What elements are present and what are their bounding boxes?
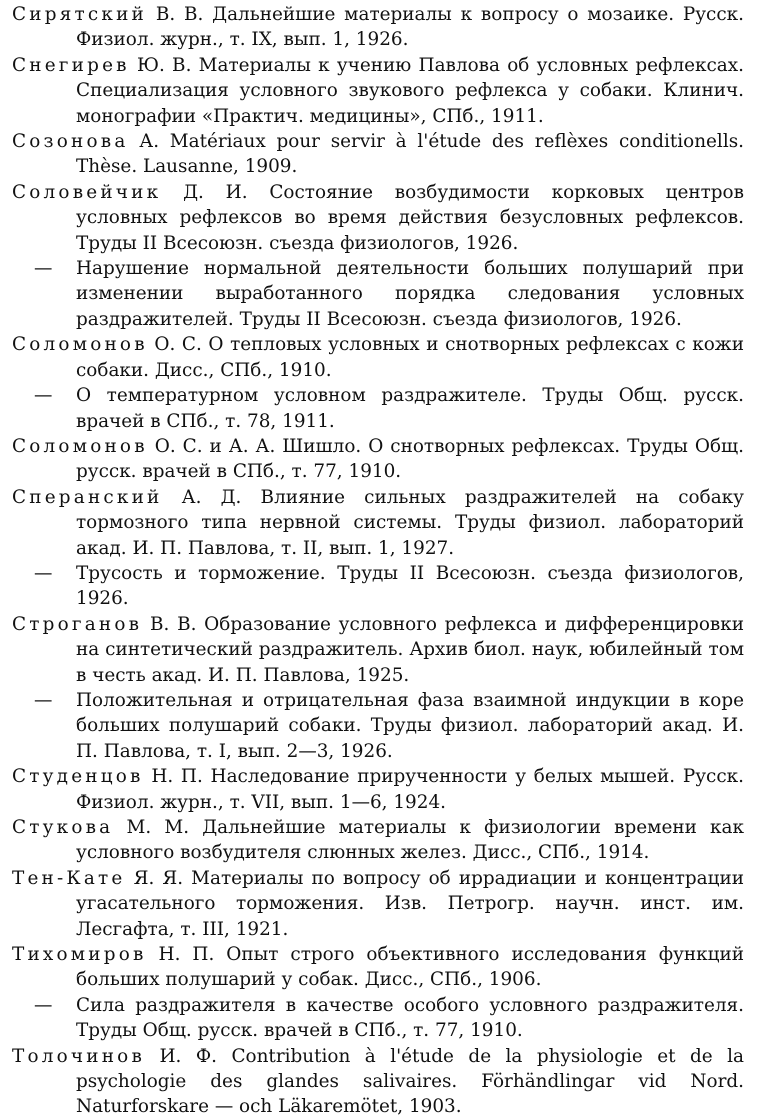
- entry-author: Сперанский: [12, 486, 163, 508]
- bibliography-entry: [12, 942, 744, 993]
- bibliography-entry: [12, 485, 744, 561]
- entry-text: Н. П. Опыт строго объективного исследования функций больших полушарий у собак. Дисс., СПб., 1906.: [76, 944, 744, 991]
- repeat-author-dash: —: [34, 562, 53, 584]
- entry-text: И. Ф. Contribution à l'étude de la physiologie et de la psychologie des glandes salivaires. Förhändlingar vid Nord. Naturforskare — och Läkaremötet, 1903.: [76, 1045, 744, 1118]
- entry-text: М. М. Дальнейшие материалы к физиологии времени как условного возбудителя слюнных желез. Дисс., СПб., 1914.: [76, 817, 744, 864]
- bibliography-entry: [12, 2, 744, 53]
- bibliography-entry-continuation: [12, 383, 744, 434]
- entry-text: О. С. и А. А. Шишло. О снотворных рефлексах. Труды Общ. русск. врачей в СПб., т. 77, 1910.: [76, 435, 744, 483]
- entry-text: О. С. О тепловых условных и снотворных рефлексах с кожи собаки. Дисс., СПб., 1910.: [76, 334, 744, 381]
- entry-author: Сирятский: [12, 4, 147, 25]
- repeat-author-dash: —: [34, 258, 53, 280]
- entry-text: Ю. В. Материалы к учению Павлова об условных рефлексах. Специализация условного звукового рефлекса у собаки. Клинич. монографии «Практич. медицины», СПб., 1911.: [76, 54, 744, 127]
- bibliography-entry: [12, 764, 744, 815]
- bibliography-entry: [12, 612, 744, 688]
- entry-text: Трусость и торможение. Труды II Всесоюзн. съезда физиологов, 1926.: [76, 562, 744, 610]
- entry-text: А. Matériaux pour servir à l'étude des reflèxes conditionells. Thèse. Lausanne, 1909.: [76, 131, 744, 178]
- entry-text: О температурном условном раздражителе. Труды Общ. русск. врачей в СПб., т. 78, 1911.: [76, 385, 744, 432]
- entry-author: Созонова: [12, 131, 129, 153]
- bibliography-entry-continuation: [12, 561, 744, 612]
- bibliography-entry: [12, 53, 744, 129]
- bibliography-entry: [12, 180, 744, 256]
- bibliography-entry: [12, 1044, 744, 1120]
- bibliography-entry: [12, 332, 744, 383]
- entry-text: В. В. Образование условного рефлекса и дифференцировки на синтетический раздражитель. Архив биол. наук, юбилейный том в честь акад. И. П. Павлова, 1925.: [76, 613, 744, 686]
- entry-text: Положительная и отрицательная фаза взаимной индукции в коре больших полушарий собаки. Труды физиол. лабораторий акад. И. П. Павлова, т. I, вып. 2—3, 1926.: [76, 689, 744, 762]
- entry-author: Тихомиров: [12, 944, 147, 966]
- bibliography-entry-continuation: [12, 993, 744, 1044]
- entry-text: Д. И. Состояние возбудимости корковых центров условных рефлексов во время действия безусловных рефлексов. Труды II Всесоюзн. съезда физиологов, 1926.: [76, 181, 744, 254]
- bibliography-entry: [12, 434, 744, 485]
- bibliography-entry: [12, 866, 744, 942]
- entry-author: Толочинов: [12, 1045, 145, 1067]
- entry-author: Стукова: [12, 817, 114, 838]
- entry-author: Тен-Кате: [12, 867, 126, 889]
- entry-author: Снегирев: [12, 54, 130, 76]
- entry-author: Строганов: [12, 613, 143, 635]
- repeat-author-dash: —: [34, 994, 53, 1016]
- bibliography-entry-continuation: [12, 688, 744, 764]
- bibliography-entry: [12, 815, 744, 866]
- entry-text: Я. Я. Материалы по вопросу об иррадиации и концентрации угасательного торможения. Изв. Петрогр. научн. инст. им. Лесгафта, т. III, 1921.: [76, 867, 744, 940]
- entry-text: Сила раздражителя в качестве особого условного раздражителя. Труды Общ. русск. врачей в СПб., т. 77, 1910.: [76, 994, 744, 1042]
- bibliography-entry-continuation: [12, 256, 744, 332]
- entry-text: А. Д. Влияние сильных раздражителей на собаку тормозного типа нервной системы. Труды физиол. лабораторий акад. И. П. Павлова, т. II, вып. 1, 1927.: [76, 486, 744, 559]
- entry-author: Соломонов: [12, 435, 148, 457]
- entry-author: Соловейчик: [12, 181, 162, 203]
- entry-author: Студенцов: [12, 766, 144, 788]
- entry-text: В. В. Дальнейшие материалы к вопросу о мозаике. Русск. Физиол. журн., т. IX, вып. 1, 1926.: [76, 4, 745, 51]
- bibliography-entry: [12, 129, 744, 180]
- entry-author: Соломонов: [12, 334, 148, 356]
- entry-text: Нарушение нормальной деятельности больших полушарий при изменении выработанного порядка следования условных раздражителей. Труды II Всесоюзн. съезда физиологов, 1926.: [76, 258, 744, 330]
- repeat-author-dash: —: [34, 385, 53, 407]
- repeat-author-dash: —: [34, 689, 53, 711]
- entry-text: Н. П. Наследование прирученности у белых мышей. Русск. Физиол. журн., т. VII, вып. 1—6, 1924.: [76, 766, 744, 813]
